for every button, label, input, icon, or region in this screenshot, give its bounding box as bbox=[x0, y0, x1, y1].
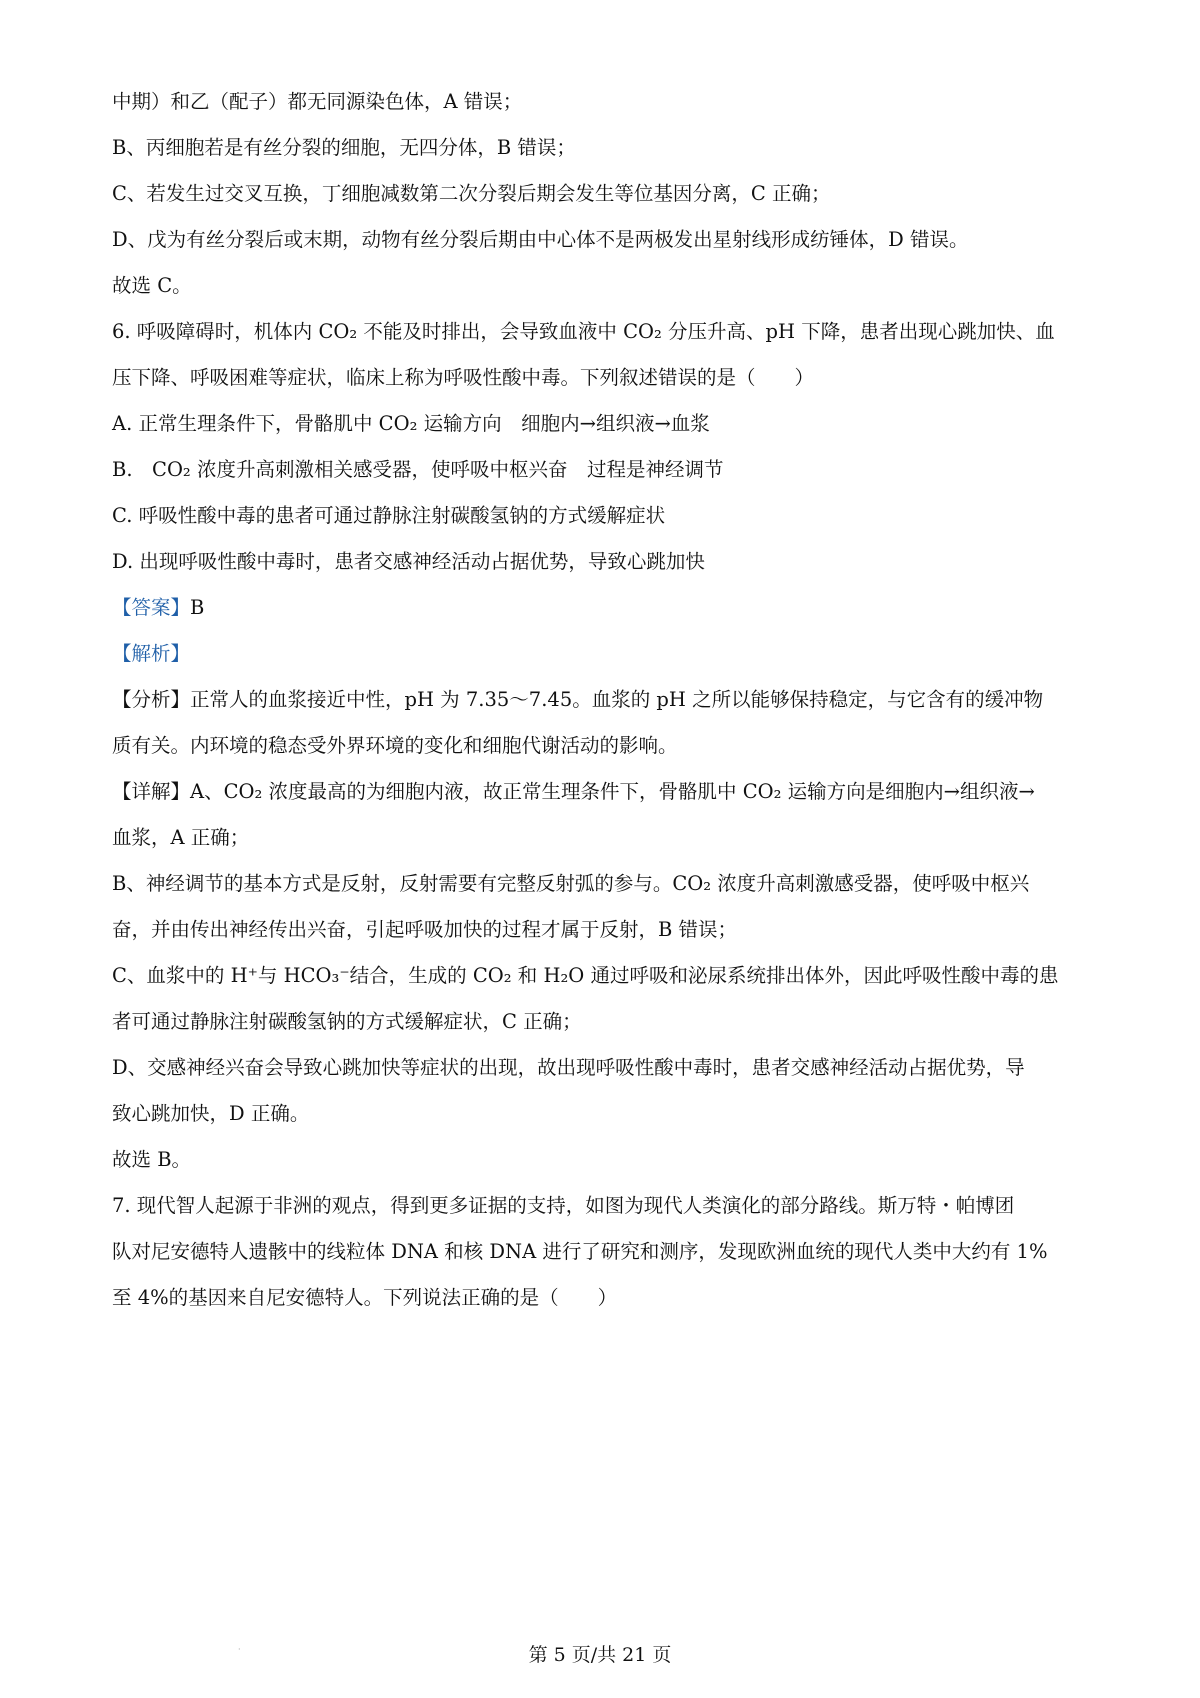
q6-detail-line-2: 血浆，A 正确； bbox=[112, 826, 250, 849]
q6-option-a: A. 正常生理条件下，骨骼肌中 CO₂ 运输方向 细胞内→组织液→血浆 bbox=[112, 412, 710, 435]
q6-detail-line-5: C、血浆中的 H⁺与 HCO₃⁻结合，生成的 CO₂ 和 H₂O 通过呼吸和泌尿系统排出体外，因此呼吸性酸中毒的患 bbox=[112, 964, 1059, 987]
q6-option-c: C. 呼吸性酸中毒的患者可通过静脉注射碳酸氢钠的方式缓解症状 bbox=[112, 504, 666, 527]
q6-detail-line-1: 【详解】A、CO₂ 浓度最高的为细胞内液，故正常生理条件下，骨骼肌中 CO₂ 运输方向是细胞内→组织液→ bbox=[112, 780, 1035, 803]
q6-fenxi-line-2: 质有关。内环境的稳态受外界环境的变化和细胞代谢活动的影响。 bbox=[112, 734, 678, 757]
q6-fenxi-line-1: 【分析】正常人的血浆接近中性，pH 为 7.35～7.45。血浆的 pH 之所以能够保持稳定，与它含有的缓冲物 bbox=[112, 688, 1044, 711]
q6-detail-line-7: D、交感神经兴奋会导致心跳加快等症状的出现，故出现呼吸性酸中毒时，患者交感神经活动占据优势，导 bbox=[112, 1056, 1025, 1079]
q6-analysis-label: 【解析】 bbox=[112, 642, 191, 665]
answer-value: B bbox=[190, 596, 205, 619]
q6-stem-line-2: 压下降、呼吸困难等症状，临床上称为呼吸性酸中毒。下列叙述错误的是（ ） bbox=[112, 366, 815, 389]
q6-option-b: B. CO₂ 浓度升高刺激相关感受器，使呼吸中枢兴奋 过程是神经调节 bbox=[112, 458, 724, 481]
q7-stem-line-3: 至 4%的基因来自尼安德特人。下列说法正确的是（ ） bbox=[112, 1286, 618, 1309]
q5-line-4: D、戊为有丝分裂后或末期，动物有丝分裂后期由中心体不是两极发出星射线形成纺锤体，D 错误。 bbox=[112, 228, 969, 251]
q6-option-d: D. 出现呼吸性酸中毒时，患者交感神经活动占据优势，导致心跳加快 bbox=[112, 550, 705, 573]
answer-label: 【答案】 bbox=[112, 596, 191, 619]
page-number: 第 5 页/共 21 页 bbox=[528, 1644, 672, 1666]
q6-stem-line-1: 6. 呼吸障碍时，机体内 CO₂ 不能及时排出，会导致血液中 CO₂ 分压升高、pH 下降，患者出现心跳加快、血 bbox=[112, 320, 1055, 343]
q7-stem-line-1: 7. 现代智人起源于非洲的观点，得到更多证据的支持，如图为现代人类演化的部分路线。斯万特・帕博团 bbox=[112, 1194, 1015, 1217]
q5-line-2: B、丙细胞若是有丝分裂的细胞，无四分体，B 错误； bbox=[112, 136, 576, 159]
q6-answer bbox=[112, 593, 1105, 623]
q5-line-3: C、若发生过交叉互换，丁细胞减数第二次分裂后期会发生等位基因分离，C 正确； bbox=[112, 182, 831, 205]
q6-detail-line-6: 者可通过静脉注射碳酸氢钠的方式缓解症状，C 正确； bbox=[112, 1010, 582, 1033]
q5-conclusion: 故选 C。 bbox=[112, 274, 192, 297]
q6-detail-line-4: 奋，并由传出神经传出兴奋，引起呼吸加快的过程才属于反射，B 错误； bbox=[112, 918, 738, 941]
q6-detail-line-3: B、神经调节的基本方式是反射，反射需要有完整反射弧的参与。CO₂ 浓度升高刺激感受器，使呼吸中枢兴 bbox=[112, 872, 1030, 895]
q5-line-1: 中期）和乙（配子）都无同源染色体，A 错误； bbox=[112, 90, 523, 113]
q6-conclusion: 故选 B。 bbox=[112, 1148, 192, 1171]
q6-detail-line-8: 致心跳加快，D 正确。 bbox=[112, 1102, 310, 1125]
footer-dot: · bbox=[238, 1645, 241, 1654]
q7-stem-line-2: 队对尼安德特人遗骸中的线粒体 DNA 和核 DNA 进行了研究和测序，发现欧洲血统的现代人类中大约有 1% bbox=[112, 1240, 1048, 1263]
